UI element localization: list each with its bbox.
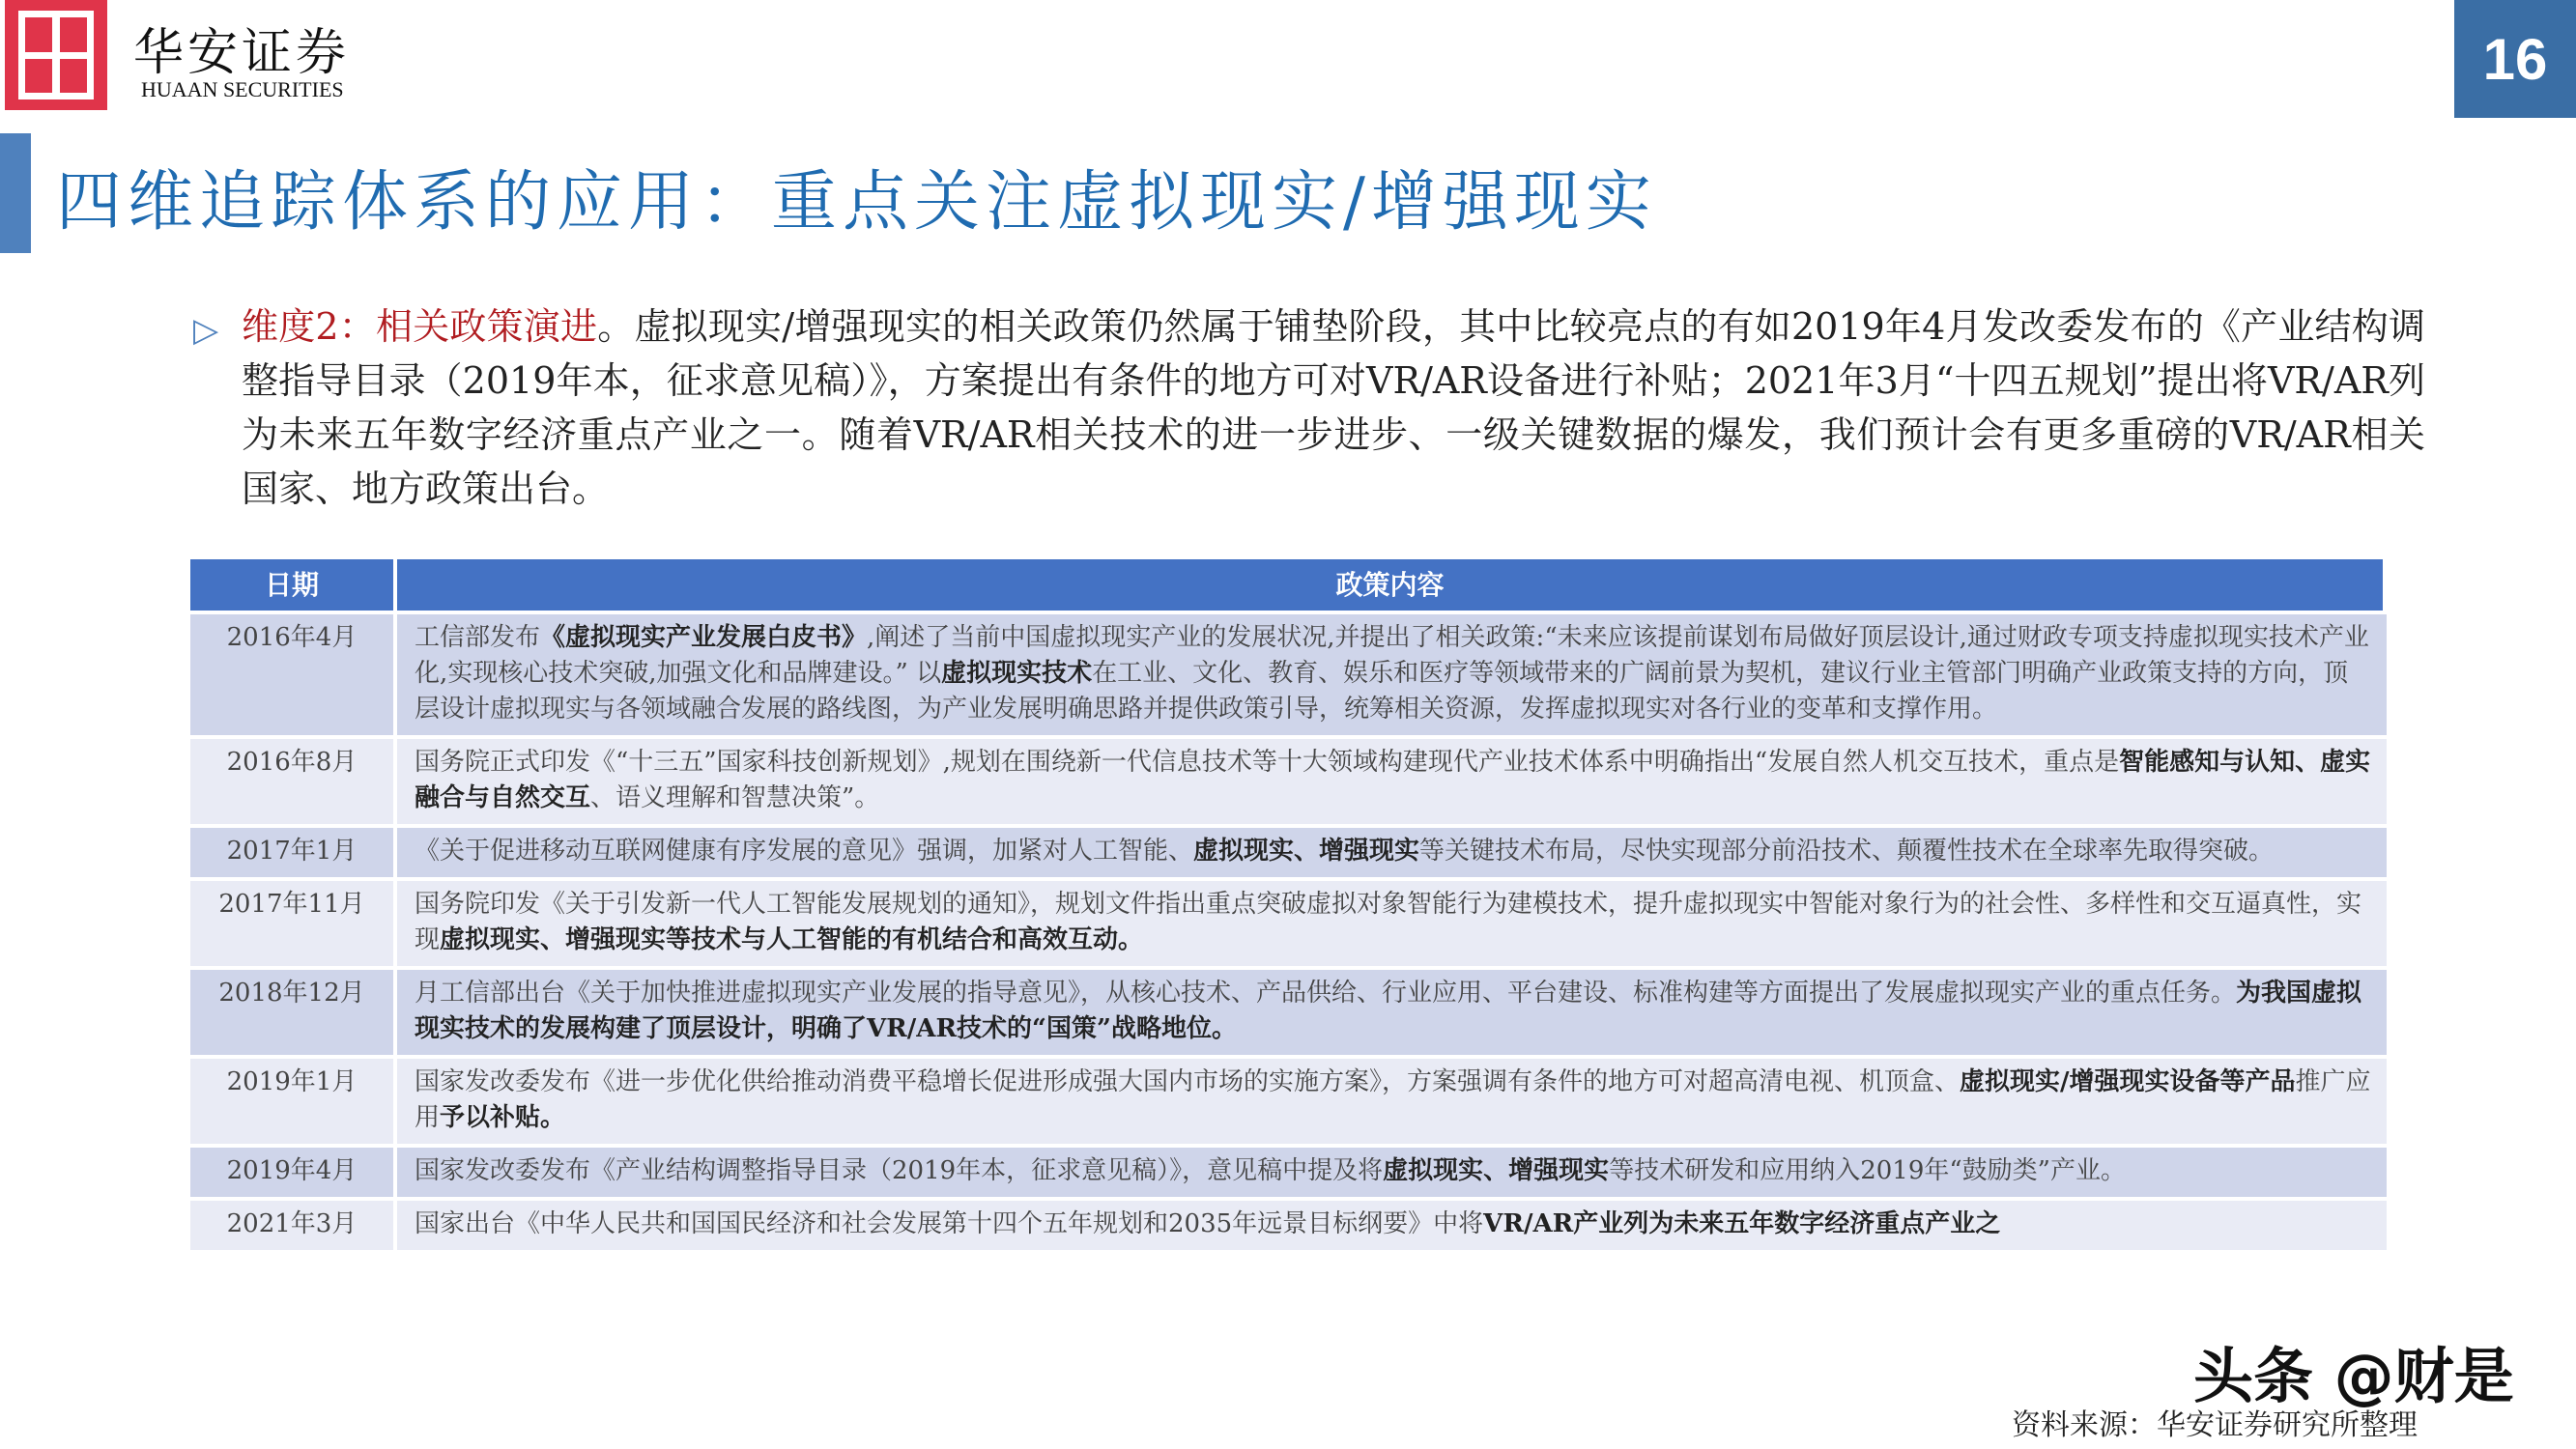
text-segment: 等关键技术布局，尽快实现部分前沿技术、颠覆性技术在全球率先取得突破。: [1419, 837, 2275, 866]
row-content: [397, 739, 2387, 824]
text-segment: 国家发改委发布《进一步优化供给推动消费平稳增长促进形成强大国内市场的实施方案》，方案强调有条件的地方可对超高清电视、机顶盒、: [415, 1067, 1961, 1096]
row-content: [397, 970, 2387, 1055]
header-content: 政策内容: [397, 559, 2387, 611]
table-row: [190, 970, 2387, 1055]
bold-segment: 虚拟现实技术: [941, 659, 1093, 688]
page-title: 四维追踪体系的应用：重点关注虚拟现实/增强现实: [56, 164, 1657, 241]
triangle-bullet-icon: ▷: [193, 311, 219, 350]
text-segment: 工信部发布: [415, 623, 541, 652]
bold-segment: 虚拟现实、增强现实等技术与人工智能的有机结合和高效互动。: [440, 925, 1144, 954]
row-date: 2016年8月: [190, 739, 397, 824]
row-date: 2021年3月: [190, 1201, 397, 1250]
text-segment: 等技术研发和应用纳入2019年“鼓励类”产业。: [1609, 1156, 2126, 1185]
row-content: [397, 828, 2387, 877]
row-date: 2017年11月: [190, 881, 397, 966]
table-row: [190, 614, 2387, 735]
page-number: 16: [2454, 0, 2576, 118]
row-date: 2016年4月: [190, 614, 397, 735]
title-accent-bar: [0, 133, 31, 253]
text-segment: 国家发改委发布《产业结构调整指导目录（2019年本，征求意见稿）》，意见稿中提及将: [415, 1156, 1384, 1185]
table-row: [190, 828, 2387, 877]
source-note: 资料来源：华安证券研究所整理: [2012, 1408, 2418, 1442]
row-date: 2019年4月: [190, 1148, 397, 1197]
summary-body: 。虚拟现实/增强现实的相关政策仍然属于铺垫阶段，其中比较亮点的有如2019年4月发改委发布的《产业结构调整指导目录（2019年本，征求意见稿）》，方案提出有条件的地方可对VR/AR设备进行补贴；2021年3月“十四五规划”提出将VR/AR列为未来五年数字经济重点产业之一。随着VR/AR相关技术的进一步进步、一级关键数据的爆发，我们预计会有更多重磅的VR/AR相关国家、地方政策出台。: [242, 305, 2425, 510]
text-segment: 国务院正式印发《“十三五”国家科技创新规划》,规划在围绕新一代信息技术等十大领域构建现代产业技术体系中明确指出“发展自然人机交互技术，重点是: [415, 748, 2120, 777]
text-segment: 《关于促进移动互联网健康有序发展的意见》强调，加紧对人工智能、: [415, 837, 1194, 866]
table-row: [190, 1148, 2387, 1197]
summary-text: [242, 299, 2425, 516]
text-segment: 推广应用: [415, 1067, 2371, 1132]
text-segment: 在工业、文化、教育、娱乐和医疗等领域带来的广阔前景为契机，建议行业主管部门明确产业政策支持的方向，顶层设计虚拟现实与各领域融合发展的路线图，为产业发展明确思路并提供政策引导，统筹相关资源，发挥虚拟现实对各行业的变革和支撑作用。: [415, 659, 2349, 724]
bold-segment: 智能感知与认知、虚实融合与自然交互: [415, 748, 2371, 812]
bold-segment: 《虚拟现实产业发展白皮书》: [540, 623, 868, 652]
row-date: 2019年1月: [190, 1059, 397, 1144]
text-segment: 月工信部出台《关于加快推进虚拟现实产业发展的指导意见》，从核心技术、产品供给、行业应用、平台建设、标准构建等方面提出了发展虚拟现实产业的重点任务。: [415, 979, 2237, 1008]
table-row: [190, 739, 2387, 824]
text-segment: 国务院印发《关于引发新一代人工智能发展规划的通知》，规划文件指出重点突破虚拟对象智能行为建模技术，提升虚拟现实中智能对象行为的社会性、多样性和交互逼真性，实现: [415, 890, 2362, 954]
watermark: 头条 @财是: [2193, 1341, 2514, 1411]
header-date: 日期: [190, 559, 397, 611]
table-row: [190, 1059, 2387, 1144]
bold-segment: 虚拟现实/增强现实设备等产品: [1960, 1067, 2296, 1096]
text-segment: 国家出台《中华人民共和国国民经济和社会发展第十四个五年规划和2035年远景目标纲要》中将: [415, 1209, 1484, 1238]
row-content: [397, 1059, 2387, 1144]
row-date: 2018年12月: [190, 970, 397, 1055]
table-row: [190, 1201, 2387, 1250]
summary-highlight: 维度2：相关政策演进: [242, 305, 598, 348]
logo-cn: 华安证券: [133, 24, 351, 82]
row-content: [397, 1201, 2387, 1250]
bold-segment: 虚拟现实、增强现实: [1383, 1156, 1610, 1185]
text-segment: 、语义理解和智慧决策”。: [590, 783, 880, 812]
logo-mark: [5, 0, 107, 110]
logo-en: HUAAN SECURITIES: [141, 77, 344, 101]
summary-bullet: [193, 299, 2425, 516]
bold-segment: 虚拟现实、增强现实: [1193, 837, 1420, 866]
bold-segment: 为我国虚拟现实技术的发展构建了顶层设计，明确了VR/AR技术的“国策”战略地位。: [415, 979, 2362, 1043]
policy-table: [190, 555, 2387, 1254]
bold-segment: VR/AR产业列为未来五年数字经济重点产业之: [1483, 1209, 2001, 1238]
text-segment: ,阐述了当前中国虚拟现实产业的发展状况,并提出了相关政策:“未来应该提前谋划布局做好顶层设计,通过财政专项支持虚拟现实技术产业化,实现核心技术突破,加强文化和品牌建设。” 以: [415, 623, 2369, 688]
row-content: [397, 614, 2387, 735]
bold-segment: 予以补贴。: [440, 1103, 566, 1132]
row-content: [397, 881, 2387, 966]
row-content: [397, 1148, 2387, 1197]
table-row: [190, 881, 2387, 966]
row-date: 2017年1月: [190, 828, 397, 877]
